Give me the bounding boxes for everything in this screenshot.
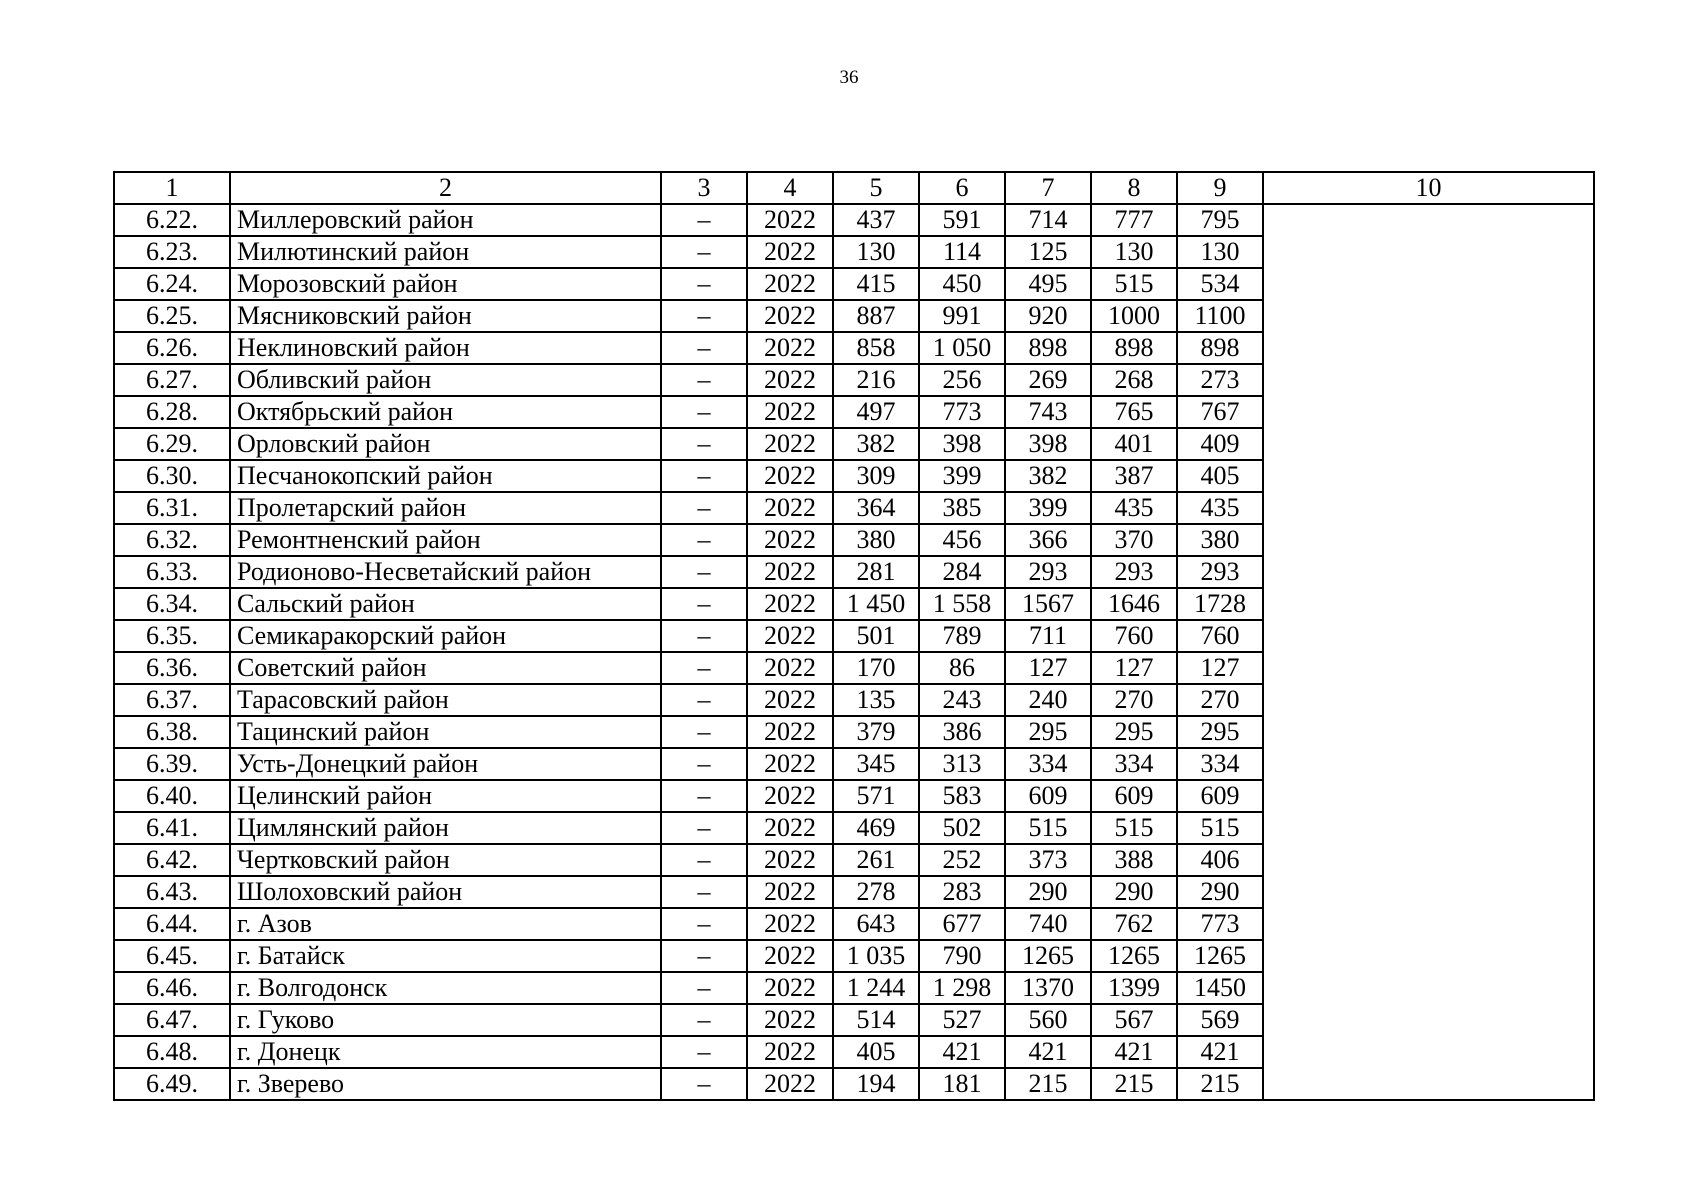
value-cell: 421 [1005,1036,1091,1068]
row-number-cell: 6.24. [114,268,230,300]
value-cell: 1000 [1091,300,1177,332]
value-cell: 1 558 [919,588,1005,620]
row-name-cell: Орловский район [230,428,661,460]
value-cell: 609 [1005,780,1091,812]
table-header-row [114,172,1594,204]
value-cell: 1 244 [833,972,919,1004]
row-number-cell: 6.26. [114,332,230,364]
value-cell: 789 [919,620,1005,652]
row-name-cell: Чертковский район [230,844,661,876]
col3-cell: – [661,620,747,652]
value-cell: 1 298 [919,972,1005,1004]
value-cell: 125 [1005,236,1091,268]
value-cell: 515 [1091,268,1177,300]
value-cell: 515 [1005,812,1091,844]
value-cell: 409 [1177,428,1263,460]
header-cell: 3 [661,172,747,204]
col3-cell: – [661,972,747,1004]
year-cell: 2022 [747,204,833,236]
page-number: 36 [839,67,859,88]
header-cell: 2 [230,172,661,204]
col3-cell: – [661,876,747,908]
row-number-cell: 6.39. [114,748,230,780]
value-cell: 270 [1091,684,1177,716]
value-cell: 114 [919,236,1005,268]
table-row [114,204,1594,236]
col3-cell: – [661,204,747,236]
value-cell: 364 [833,492,919,524]
value-cell: 435 [1091,492,1177,524]
value-cell: 677 [919,908,1005,940]
row-name-cell: Песчанокопский район [230,460,661,492]
value-cell: 1370 [1005,972,1091,1004]
header-cell: 5 [833,172,919,204]
value-cell: 515 [1091,812,1177,844]
value-cell: 437 [833,204,919,236]
year-cell: 2022 [747,748,833,780]
value-cell: 130 [1091,236,1177,268]
col3-cell: – [661,300,747,332]
value-cell: 127 [1005,652,1091,684]
year-cell: 2022 [747,588,833,620]
col3-cell: – [661,812,747,844]
row-number-cell: 6.35. [114,620,230,652]
value-cell: 583 [919,780,1005,812]
value-cell: 386 [919,716,1005,748]
value-cell: 1100 [1177,300,1263,332]
col3-cell: – [661,1036,747,1068]
value-cell: 743 [1005,396,1091,428]
col3-cell: – [661,524,747,556]
col3-cell: – [661,908,747,940]
year-cell: 2022 [747,1004,833,1036]
year-cell: 2022 [747,236,833,268]
value-cell: 385 [919,492,1005,524]
value-cell: 273 [1177,364,1263,396]
row-name-cell: Октябрьский район [230,396,661,428]
value-cell: 1 050 [919,332,1005,364]
value-cell: 714 [1005,204,1091,236]
row-number-cell: 6.23. [114,236,230,268]
value-cell: 773 [919,396,1005,428]
value-cell: 1399 [1091,972,1177,1004]
value-cell: 609 [1177,780,1263,812]
year-cell: 2022 [747,524,833,556]
row-name-cell: Сальский район [230,588,661,620]
value-cell: 858 [833,332,919,364]
col3-cell: – [661,268,747,300]
value-cell: 382 [1005,460,1091,492]
value-cell: 514 [833,1004,919,1036]
value-cell: 261 [833,844,919,876]
value-cell: 765 [1091,396,1177,428]
value-cell: 284 [919,556,1005,588]
value-cell: 1265 [1177,940,1263,972]
row-number-cell: 6.31. [114,492,230,524]
value-cell: 295 [1091,716,1177,748]
row-name-cell: г. Волгодонск [230,972,661,1004]
value-cell: 366 [1005,524,1091,556]
value-cell: 571 [833,780,919,812]
year-cell: 2022 [747,652,833,684]
value-cell: 450 [919,268,1005,300]
value-cell: 534 [1177,268,1263,300]
year-cell: 2022 [747,1068,833,1100]
year-cell: 2022 [747,1036,833,1068]
value-cell: 295 [1177,716,1263,748]
row-name-cell: Тарасовский район [230,684,661,716]
value-cell: 920 [1005,300,1091,332]
row-number-cell: 6.48. [114,1036,230,1068]
row-number-cell: 6.25. [114,300,230,332]
value-cell: 256 [919,364,1005,396]
value-cell: 295 [1005,716,1091,748]
year-cell: 2022 [747,460,833,492]
value-cell: 760 [1091,620,1177,652]
header-cell: 6 [919,172,1005,204]
row-name-cell: Цимлянский район [230,812,661,844]
row-name-cell: Родионово-Несветайский район [230,556,661,588]
value-cell: 130 [1177,236,1263,268]
value-cell: 290 [1005,876,1091,908]
col3-cell: – [661,1068,747,1100]
header-cell: 8 [1091,172,1177,204]
row-name-cell: Милютинский район [230,236,661,268]
col3-cell: – [661,588,747,620]
value-cell: 1728 [1177,588,1263,620]
row-number-cell: 6.38. [114,716,230,748]
value-cell: 334 [1177,748,1263,780]
value-cell: 567 [1091,1004,1177,1036]
value-cell: 501 [833,620,919,652]
row-number-cell: 6.28. [114,396,230,428]
value-cell: 379 [833,716,919,748]
value-cell: 252 [919,844,1005,876]
value-cell: 293 [1091,556,1177,588]
value-cell: 1 035 [833,940,919,972]
value-cell: 898 [1091,332,1177,364]
col3-cell: – [661,236,747,268]
value-cell: 215 [1177,1068,1263,1100]
value-cell: 887 [833,300,919,332]
header-cell: 7 [1005,172,1091,204]
value-cell: 293 [1005,556,1091,588]
value-cell: 1567 [1005,588,1091,620]
col3-cell: – [661,940,747,972]
value-cell: 1265 [1005,940,1091,972]
value-cell: 345 [833,748,919,780]
value-cell: 243 [919,684,1005,716]
value-cell: 290 [1177,876,1263,908]
year-cell: 2022 [747,364,833,396]
value-cell: 435 [1177,492,1263,524]
row-name-cell: Советский район [230,652,661,684]
value-cell: 991 [919,300,1005,332]
value-cell: 760 [1177,620,1263,652]
row-name-cell: Шолоховский район [230,876,661,908]
year-cell: 2022 [747,876,833,908]
value-cell: 127 [1091,652,1177,684]
year-cell: 2022 [747,556,833,588]
value-cell: 135 [833,684,919,716]
value-cell: 502 [919,812,1005,844]
value-cell: 399 [1005,492,1091,524]
col3-cell: – [661,396,747,428]
value-cell: 795 [1177,204,1263,236]
row-number-cell: 6.22. [114,204,230,236]
value-cell: 278 [833,876,919,908]
value-cell: 415 [833,268,919,300]
row-name-cell: Пролетарский район [230,492,661,524]
value-cell: 387 [1091,460,1177,492]
value-cell: 309 [833,460,919,492]
row-name-cell: Ремонтненский район [230,524,661,556]
year-cell: 2022 [747,268,833,300]
row-number-cell: 6.41. [114,812,230,844]
value-cell: 380 [833,524,919,556]
value-cell: 777 [1091,204,1177,236]
value-cell: 268 [1091,364,1177,396]
value-cell: 194 [833,1068,919,1100]
row-name-cell: г. Гуково [230,1004,661,1036]
table-body [114,204,1594,1100]
header-cell: 1 [114,172,230,204]
value-cell: 643 [833,908,919,940]
value-cell: 515 [1177,812,1263,844]
value-cell: 609 [1091,780,1177,812]
row-number-cell: 6.36. [114,652,230,684]
row-number-cell: 6.29. [114,428,230,460]
col3-cell: – [661,460,747,492]
value-cell: 1450 [1177,972,1263,1004]
value-cell: 711 [1005,620,1091,652]
value-cell: 240 [1005,684,1091,716]
col3-cell: – [661,780,747,812]
year-cell: 2022 [747,716,833,748]
value-cell: 767 [1177,396,1263,428]
value-cell: 406 [1177,844,1263,876]
value-cell: 127 [1177,652,1263,684]
row-name-cell: г. Зверево [230,1068,661,1100]
row-number-cell: 6.42. [114,844,230,876]
row-name-cell: Усть-Донецкий район [230,748,661,780]
value-cell: 380 [1177,524,1263,556]
col3-cell: – [661,492,747,524]
col3-cell: – [661,684,747,716]
year-cell: 2022 [747,940,833,972]
value-cell: 421 [1091,1036,1177,1068]
col3-cell: – [661,652,747,684]
row-number-cell: 6.27. [114,364,230,396]
year-cell: 2022 [747,812,833,844]
value-cell: 398 [1005,428,1091,460]
value-cell: 740 [1005,908,1091,940]
row-number-cell: 6.43. [114,876,230,908]
header-cell: 4 [747,172,833,204]
year-cell: 2022 [747,332,833,364]
value-cell: 86 [919,652,1005,684]
col3-cell: – [661,428,747,460]
value-cell: 401 [1091,428,1177,460]
value-cell: 898 [1005,332,1091,364]
value-cell: 215 [1005,1068,1091,1100]
value-cell: 421 [1177,1036,1263,1068]
value-cell: 1646 [1091,588,1177,620]
value-cell: 293 [1177,556,1263,588]
value-cell: 215 [1091,1068,1177,1100]
year-cell: 2022 [747,428,833,460]
value-cell: 405 [833,1036,919,1068]
value-cell: 281 [833,556,919,588]
year-cell: 2022 [747,492,833,524]
value-cell: 398 [919,428,1005,460]
value-cell: 334 [1091,748,1177,780]
row-name-cell: Обливский район [230,364,661,396]
value-cell: 270 [1177,684,1263,716]
value-cell: 334 [1005,748,1091,780]
row-number-cell: 6.49. [114,1068,230,1100]
col3-cell: – [661,556,747,588]
value-cell: 269 [1005,364,1091,396]
row-number-cell: 6.37. [114,684,230,716]
value-cell: 1265 [1091,940,1177,972]
col3-cell: – [661,844,747,876]
year-cell: 2022 [747,396,833,428]
data-table [113,171,1595,1101]
row-number-cell: 6.44. [114,908,230,940]
value-cell: 313 [919,748,1005,780]
value-cell: 560 [1005,1004,1091,1036]
row-name-cell: г. Азов [230,908,661,940]
row-number-cell: 6.34. [114,588,230,620]
row-name-cell: Миллеровский район [230,204,661,236]
value-cell: 469 [833,812,919,844]
col3-cell: – [661,716,747,748]
value-cell: 790 [919,940,1005,972]
row-number-cell: 6.33. [114,556,230,588]
value-cell: 373 [1005,844,1091,876]
year-cell: 2022 [747,908,833,940]
year-cell: 2022 [747,780,833,812]
row-name-cell: г. Донецк [230,1036,661,1068]
value-cell: 382 [833,428,919,460]
row-name-cell: Целинский район [230,780,661,812]
header-cell: 9 [1177,172,1263,204]
value-cell: 181 [919,1068,1005,1100]
year-cell: 2022 [747,620,833,652]
value-cell: 290 [1091,876,1177,908]
year-cell: 2022 [747,844,833,876]
header-cell: 10 [1263,172,1594,204]
col3-cell: – [661,1004,747,1036]
value-cell: 216 [833,364,919,396]
value-cell: 370 [1091,524,1177,556]
col3-cell: – [661,364,747,396]
value-cell: 388 [1091,844,1177,876]
value-cell: 170 [833,652,919,684]
value-cell: 421 [919,1036,1005,1068]
value-cell: 773 [1177,908,1263,940]
value-cell: 527 [919,1004,1005,1036]
col10-cell [1263,204,1594,1100]
row-name-cell: Тацинский район [230,716,661,748]
value-cell: 1 450 [833,588,919,620]
row-number-cell: 6.46. [114,972,230,1004]
value-cell: 130 [833,236,919,268]
row-number-cell: 6.45. [114,940,230,972]
year-cell: 2022 [747,684,833,716]
value-cell: 569 [1177,1004,1263,1036]
row-number-cell: 6.32. [114,524,230,556]
value-cell: 283 [919,876,1005,908]
row-name-cell: Мясниковский район [230,300,661,332]
row-number-cell: 6.40. [114,780,230,812]
col3-cell: – [661,748,747,780]
value-cell: 456 [919,524,1005,556]
row-name-cell: Семикаракорский район [230,620,661,652]
row-name-cell: Морозовский район [230,268,661,300]
row-name-cell: Неклиновский район [230,332,661,364]
year-cell: 2022 [747,300,833,332]
value-cell: 399 [919,460,1005,492]
value-cell: 762 [1091,908,1177,940]
value-cell: 497 [833,396,919,428]
value-cell: 405 [1177,460,1263,492]
value-cell: 591 [919,204,1005,236]
row-name-cell: г. Батайск [230,940,661,972]
year-cell: 2022 [747,972,833,1004]
row-number-cell: 6.30. [114,460,230,492]
col3-cell: – [661,332,747,364]
value-cell: 495 [1005,268,1091,300]
value-cell: 898 [1177,332,1263,364]
row-number-cell: 6.47. [114,1004,230,1036]
